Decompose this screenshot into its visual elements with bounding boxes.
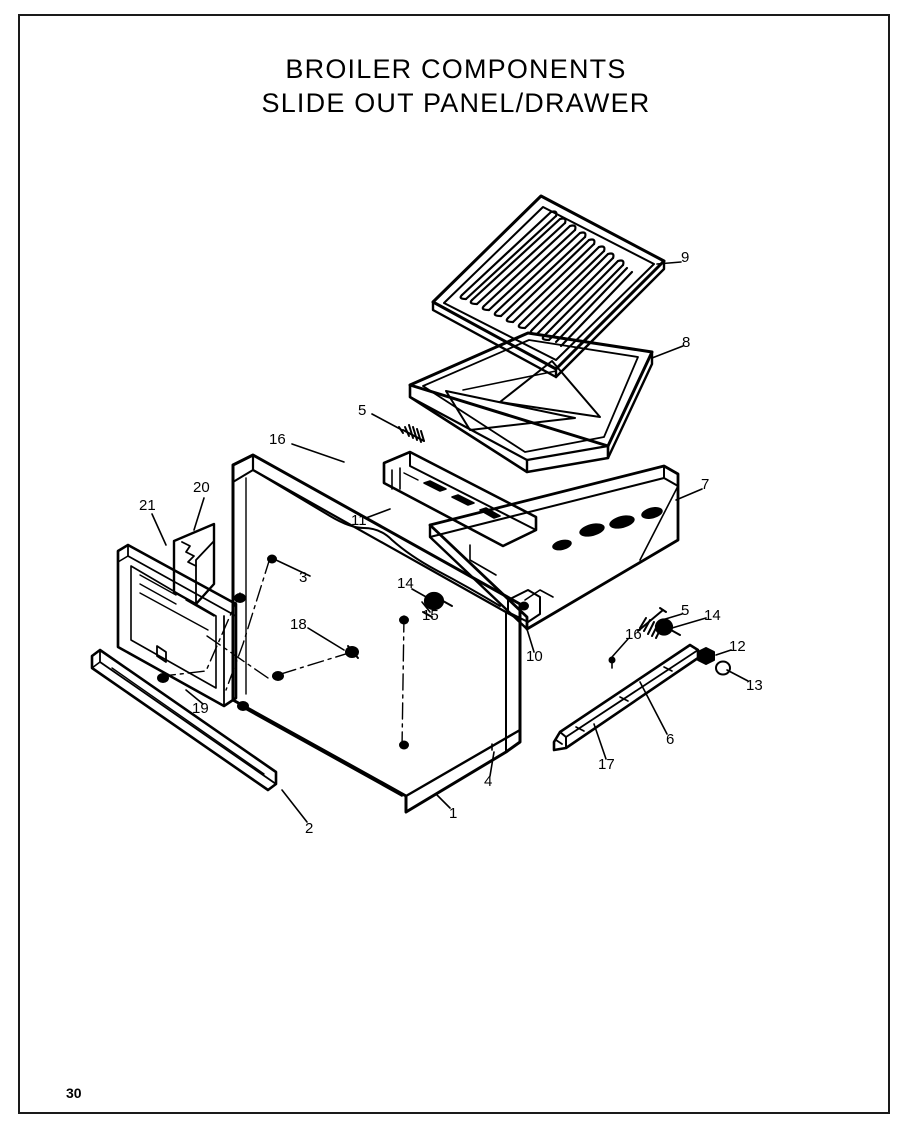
callout-6: 6 [666,731,675,748]
callout-5-lower: 5 [681,602,690,619]
callout-10: 10 [526,648,543,665]
part-21-20-bracket [118,524,236,706]
part-3-4-slide-out-panel [233,455,520,812]
part-12-nut [698,648,714,664]
callout-20: 20 [193,479,210,496]
callout-21: 21 [139,497,156,514]
callout-1: 1 [449,805,458,822]
callout-13: 13 [746,677,763,694]
callout-2: 2 [305,820,314,837]
callout-15: 15 [422,607,439,624]
part-7-right-rail [430,466,678,629]
callout-18: 18 [290,616,307,633]
title-line-1: BROILER COMPONENTS [285,54,627,84]
callout-7: 7 [701,476,710,493]
part-18-pins [157,555,409,750]
callout-19: 19 [192,700,209,717]
callout-16-upper: 16 [269,431,286,448]
part-5-spring-upper [399,425,424,442]
callout-16-lower: 16 [625,626,642,643]
callout-9: 9 [681,249,690,266]
part-13-washer [716,662,730,675]
callout-leader-lines [152,262,748,822]
part-11-left-rail [384,452,536,546]
callout-12: 12 [729,638,746,655]
part-2-19-handle-rail [92,650,276,790]
callout-4: 4 [484,773,493,790]
callout-8: 8 [682,334,691,351]
callout-17: 17 [598,756,615,773]
callout-11: 11 [351,512,367,529]
part-6-17-slide-rail [554,645,698,750]
callout-5-upper: 5 [358,402,367,419]
page-number: 30 [66,1085,82,1101]
callout-14-left: 14 [397,575,414,592]
callout-3: 3 [299,569,308,586]
title-line-2: SLIDE OUT PANEL/DRAWER [261,88,651,118]
callout-14-right: 14 [704,607,721,624]
